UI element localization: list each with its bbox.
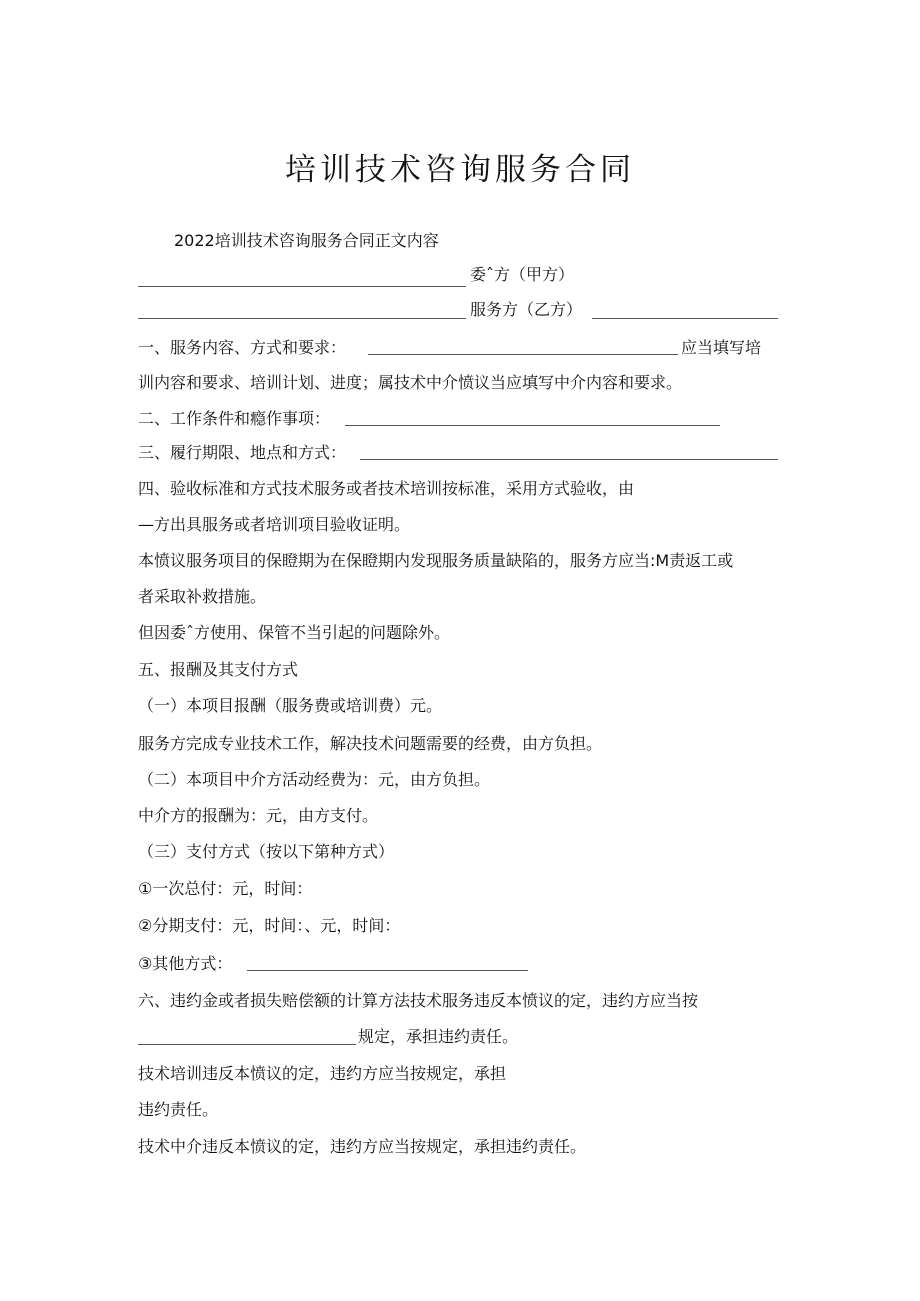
- section-4-line-4: 者采取补救措施。: [138, 587, 267, 606]
- term-location-blank[interactable]: [360, 459, 778, 460]
- section-5-item-2-note: 中介方的报酬为：元，由方支付。: [138, 806, 379, 825]
- section-6-line-2: 规定，承担违约责任。: [358, 1027, 519, 1046]
- work-conditions-blank[interactable]: [345, 425, 720, 426]
- section-6-line-1: 六、违约金或者损失赔偿额的计算方法技术服务违反本愤议的定，违约方应当按: [138, 991, 699, 1010]
- party-b-name-blank[interactable]: [138, 318, 466, 319]
- section-4-line-3: 本愤议服务项目的保瞪期为在保瞪期内发现服务质量缺陷的，服务方应当:M责返工或: [138, 551, 734, 570]
- section-1-label: 一、服务内容、方式和要求：: [138, 338, 347, 357]
- section-5-item-1-note: 服务方完成专业技术工作，解决技术问题需要的经费，由方负担。: [138, 734, 603, 753]
- section-5-item-2: （二）本项目中介方活动经费为：元，由方负担。: [138, 770, 491, 789]
- section-4-line-2: —方出具服务或者培训项目验收证明。: [138, 515, 411, 534]
- section-5-item-1: （一）本项目报酬（服务费或培训费）元。: [138, 696, 443, 715]
- section-6-line-5: 技术中介违反本愤议的定，违约方应当按规定，承担违约责任。: [138, 1137, 587, 1156]
- payment-option-2: ②分期支付：元，时间：、元，时间：: [138, 916, 401, 935]
- party-a-label: 委ˆ方（甲方）: [470, 265, 575, 284]
- section-5-heading: 五、报酬及其支付方式: [138, 660, 299, 679]
- section-1-note-tail: 应当填写培: [681, 338, 762, 357]
- payment-option-1: ①一次总付：元，时间：: [138, 879, 313, 898]
- section-6-line-3: 技术培训违反本愤议的定，违约方应当按规定，承担: [138, 1064, 507, 1083]
- party-b-extra-blank[interactable]: [592, 318, 778, 319]
- section-6-line-4: 违约责任。: [138, 1100, 219, 1119]
- section-5-item-3: （三）支付方式（按以下第种方式）: [138, 842, 395, 861]
- party-b-label: 服务方（乙方）: [470, 300, 583, 319]
- party-a-blank[interactable]: [138, 286, 466, 287]
- section-4-line-1: 四、验收标准和方式技术服务或者技术培训按标准，采用方式验收，由: [138, 479, 635, 498]
- section-2-label: 二、工作条件和瘾作事项：: [138, 409, 331, 428]
- section-4-line-5: 但因委ˆ方使用、保管不当引起的问题除外。: [138, 623, 451, 642]
- penalty-basis-blank[interactable]: [138, 1044, 356, 1045]
- section-1-note: 训内容和要求、培训计划、进度；属技术中介愤议当应填写中介内容和要求。: [138, 373, 683, 392]
- other-method-blank[interactable]: [247, 970, 528, 971]
- page-title: 培训技术咨询服务合同: [285, 152, 635, 188]
- service-content-blank[interactable]: [368, 354, 678, 355]
- section-3-label: 三、履行期限、地点和方式：: [138, 443, 347, 462]
- subtitle: 2022培训技术咨询服务合同正文内容: [174, 231, 439, 250]
- payment-option-3: ③其他方式：: [138, 954, 233, 973]
